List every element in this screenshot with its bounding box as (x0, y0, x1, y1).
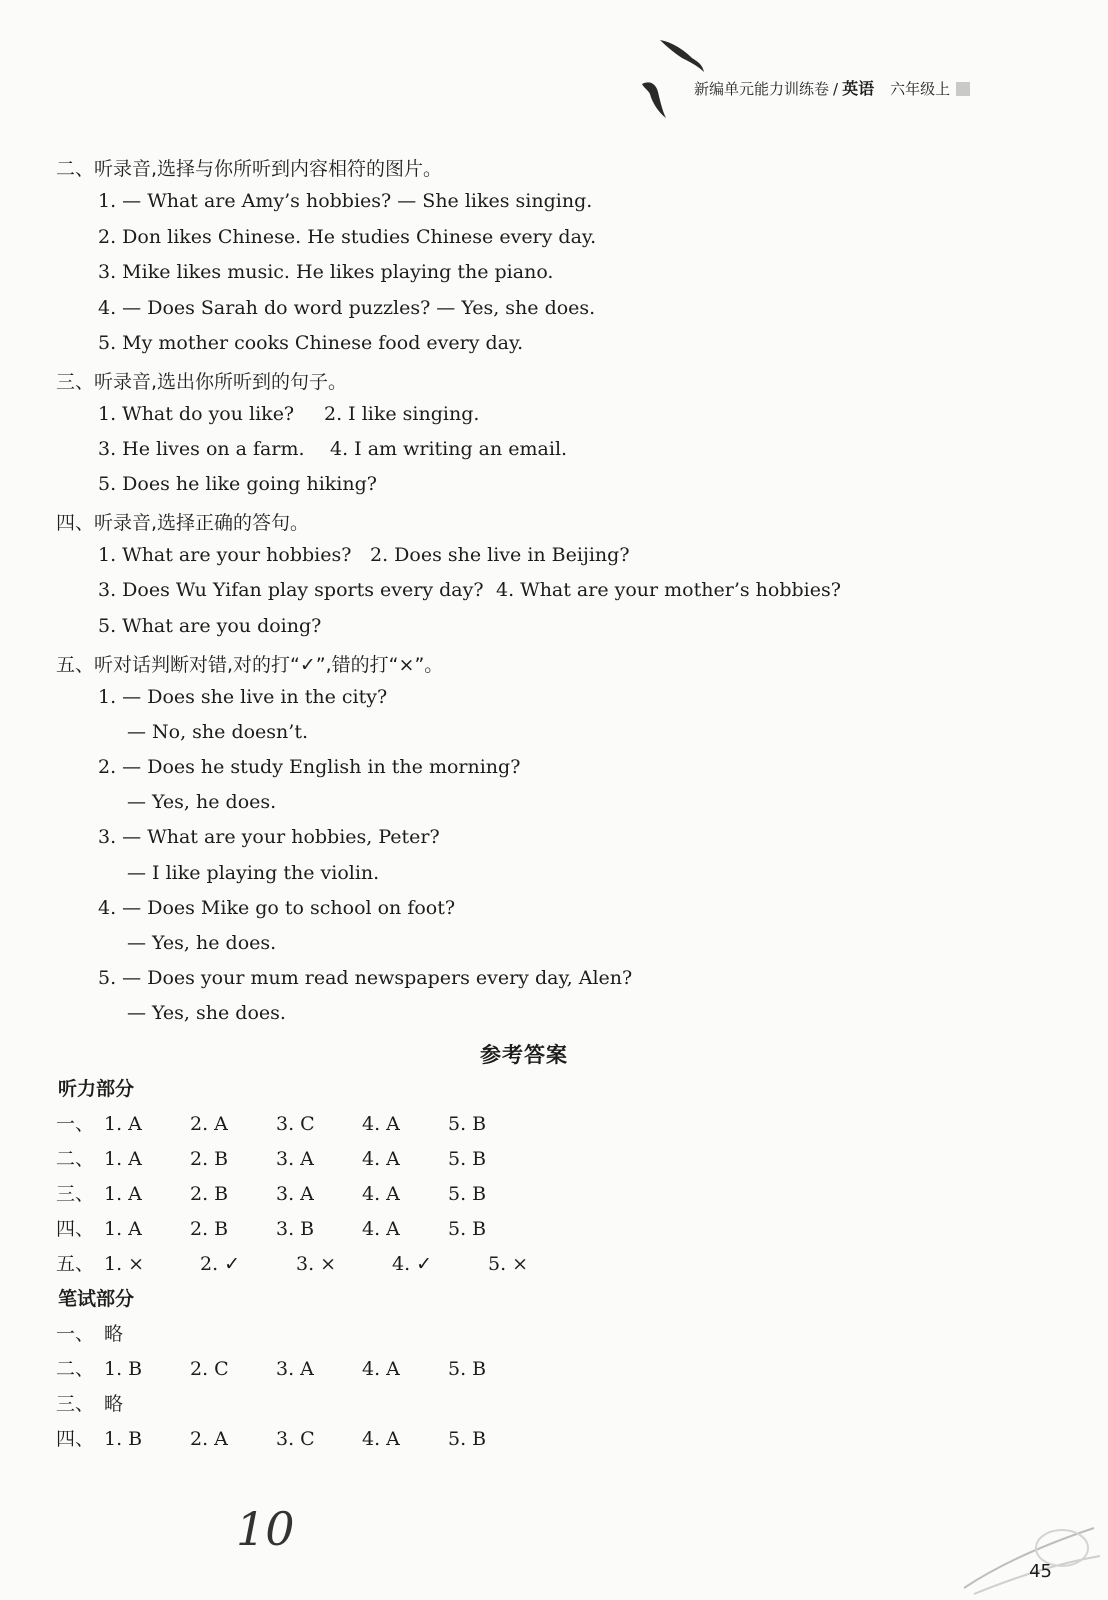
section-5-answer: — Yes, he does. (127, 791, 277, 813)
section-4-item: 2. Does she live in Beijing? (370, 544, 630, 566)
answer-row (56, 1389, 190, 1416)
listening-part-title: 听力部分 (58, 1078, 135, 1100)
header-separator: / (833, 80, 839, 98)
section-5-answer: — Yes, she does. (127, 1002, 286, 1024)
answer-cell: 5. B (448, 1183, 487, 1205)
answer-cell: 2. A (190, 1428, 228, 1450)
answer-row-label: 二、 (56, 1148, 95, 1170)
section-4-item: 4. What are your mother’s hobbies? (496, 579, 841, 601)
subject-label: 英语 (842, 79, 875, 98)
answer-cell: 2. B (190, 1183, 229, 1205)
answer-cell: 5. B (448, 1148, 487, 1170)
answer-cell: 5. B (448, 1113, 487, 1135)
section-4-title: 四、听录音,选择正确的答句。 (56, 512, 310, 534)
answer-cell: 2. B (190, 1148, 229, 1170)
answer-cell: 2. ✓ (200, 1253, 241, 1275)
answer-cell: 3. C (276, 1428, 315, 1450)
section-5-answer: — I like playing the violin. (127, 862, 380, 884)
answer-site-watermark (944, 1508, 1104, 1598)
answer-cell: 1. B (104, 1428, 143, 1450)
answer-cell: 4. A (362, 1428, 400, 1450)
answer-row (56, 1249, 584, 1276)
answer-cell: 2. B (190, 1218, 229, 1240)
section-3-item: 4. I am writing an email. (330, 438, 568, 460)
answer-row (56, 1424, 534, 1451)
writing-part-title: 笔试部分 (58, 1288, 135, 1310)
section-5-question: 2. — Does he study English in the morning? (98, 756, 521, 778)
answer-row (56, 1214, 534, 1241)
answer-cell: 2. A (190, 1113, 228, 1135)
answer-cell: 1. × (104, 1253, 145, 1275)
header-marker-box (956, 82, 970, 96)
answer-row-label: 一、 (56, 1323, 95, 1345)
answer-key-title: 参考答案 (480, 1043, 568, 1067)
section-5-title: 五、听对话判断对错,对的打“✓”,错的打“×”。 (56, 654, 444, 676)
section-4-item: 3. Does Wu Yifan play sports every day? (98, 579, 484, 601)
answer-cell: 1. A (104, 1183, 142, 1205)
answer-cell: 3. C (276, 1113, 315, 1135)
answer-row-label: 四、 (56, 1428, 95, 1450)
answer-row-label: 一、 (56, 1113, 95, 1135)
answer-cell: 4. ✓ (392, 1253, 433, 1275)
answer-row-label: 二、 (56, 1358, 95, 1380)
answer-row-label: 四、 (56, 1218, 95, 1240)
answer-cell: 3. A (276, 1183, 314, 1205)
handwritten-score: 10 (236, 1502, 295, 1556)
page-header (694, 76, 1054, 106)
series-title: 新编单元能力训练卷 (694, 80, 830, 98)
section-2-item: 2. Don likes Chinese. He studies Chinese every day. (98, 226, 597, 248)
section-3-item: 2. I like singing. (324, 403, 480, 425)
answer-row (56, 1179, 534, 1206)
answer-cell: 4. A (362, 1218, 400, 1240)
answer-cell: 4. A (362, 1183, 400, 1205)
answer-cell: 3. B (276, 1218, 315, 1240)
section-5-question: 1. — Does she live in the city? (98, 686, 388, 708)
answer-cell: 4. A (362, 1148, 400, 1170)
answer-cell: 略 (104, 1323, 124, 1345)
answer-cell: 4. A (362, 1113, 400, 1135)
section-5-question: 5. — Does your mum read newspapers every day, Alen? (98, 967, 633, 989)
section-2-item: 1. — What are Amy’s hobbies? — She likes singing. (98, 190, 593, 212)
answer-cell: 3. × (296, 1253, 337, 1275)
grade-label: 六年级上 (890, 80, 951, 98)
answer-cell: 1. A (104, 1218, 142, 1240)
page-number: 45 (1029, 1561, 1052, 1582)
answer-row (56, 1354, 534, 1381)
section-5-answer: — Yes, he does. (127, 932, 277, 954)
section-5-question: 4. — Does Mike go to school on foot? (98, 897, 456, 919)
section-2-item: 3. Mike likes music. He likes playing the piano. (98, 261, 554, 283)
answer-row (56, 1319, 190, 1346)
section-2-title: 二、听录音,选择与你所听到内容相符的图片。 (56, 158, 443, 180)
section-3-item: 3. He lives on a farm. (98, 438, 305, 460)
section-3-title: 三、听录音,选出你所听到的句子。 (56, 371, 348, 393)
answer-cell: 5. × (488, 1253, 529, 1275)
section-2-item: 4. — Does Sarah do word puzzles? — Yes, she does. (98, 297, 596, 319)
section-3-item: 1. What do you like? (98, 403, 295, 425)
section-4-item: 5. What are you doing? (98, 615, 322, 637)
answer-cell: 4. A (362, 1358, 400, 1380)
section-3-item: 5. Does he like going hiking? (98, 473, 377, 495)
answer-cell: 5. B (448, 1428, 487, 1450)
answer-row (56, 1109, 534, 1136)
answer-cell: 略 (104, 1393, 124, 1415)
answer-cell: 3. A (276, 1358, 314, 1380)
answer-cell: 5. B (448, 1218, 487, 1240)
answer-cell: 5. B (448, 1358, 487, 1380)
answer-cell: 1. A (104, 1113, 142, 1135)
section-4-item: 1. What are your hobbies? (98, 544, 352, 566)
section-2-item: 5. My mother cooks Chinese food every day. (98, 332, 524, 354)
answer-row-label: 三、 (56, 1393, 95, 1415)
section-5-question: 3. — What are your hobbies, Peter? (98, 826, 440, 848)
answer-cell: 2. C (190, 1358, 229, 1380)
answer-cell: 3. A (276, 1148, 314, 1170)
answer-cell: 1. A (104, 1148, 142, 1170)
section-5-answer: — No, she doesn’t. (127, 721, 309, 743)
answer-cell: 1. B (104, 1358, 143, 1380)
answer-row-label: 五、 (56, 1253, 95, 1275)
answer-row (56, 1144, 534, 1171)
answer-row-label: 三、 (56, 1183, 95, 1205)
